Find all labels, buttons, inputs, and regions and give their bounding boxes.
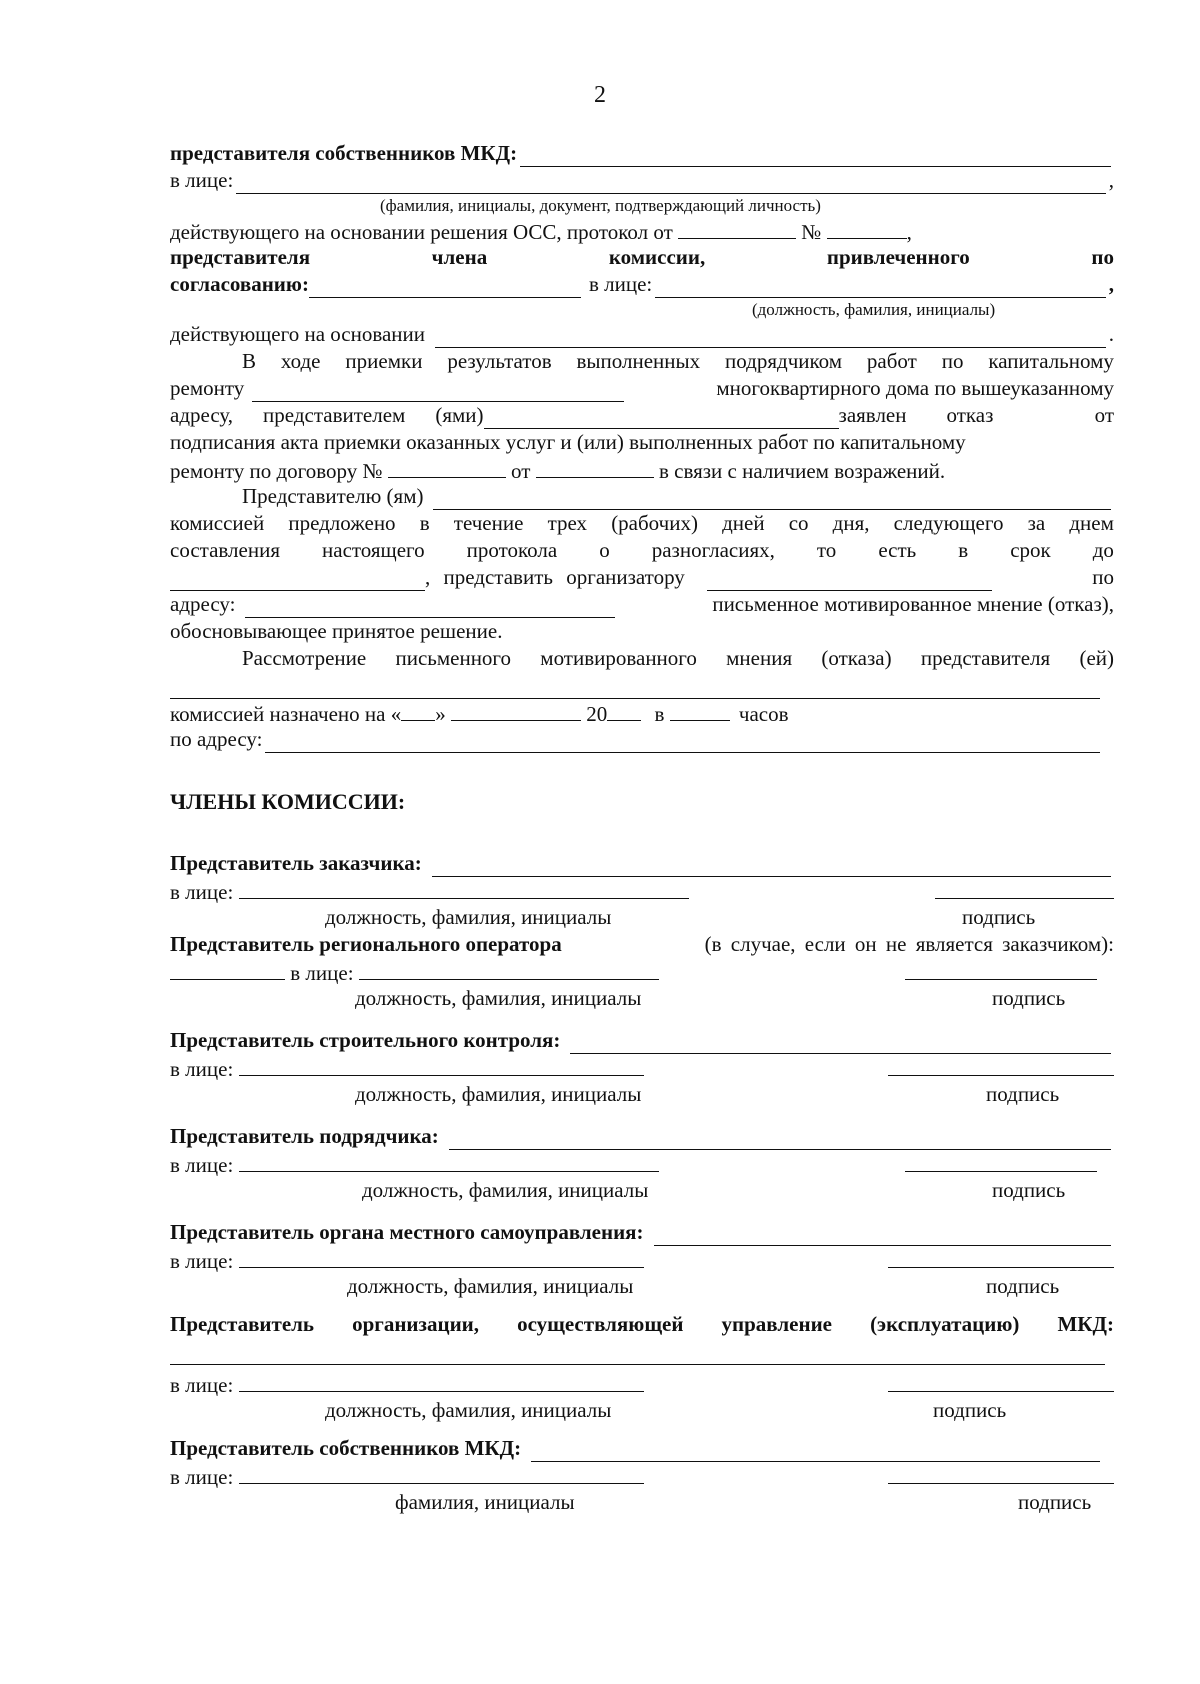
customer-person-blank[interactable] xyxy=(239,877,689,899)
signature-hint: подпись xyxy=(1018,1490,1092,1514)
repair-type-blank[interactable] xyxy=(252,380,624,402)
position-name-hint: должность, фамилия, инициалы xyxy=(355,1082,642,1106)
word: (эксплуатацию) xyxy=(870,1312,1020,1336)
position-name-hint: должность, фамилия, инициалы xyxy=(325,1398,612,1422)
p1-line-5 xyxy=(170,456,1114,483)
owners-commission-label: Представитель собственников МКД: xyxy=(170,1436,522,1460)
word: приемки xyxy=(345,349,423,373)
in-person-label: в лице: xyxy=(588,272,653,296)
owners-representative-line xyxy=(170,140,1114,167)
word: В xyxy=(242,349,257,373)
p2-line-4 xyxy=(170,564,1114,591)
regional-line xyxy=(170,931,1114,958)
owners-label: представителя собственников МКД: xyxy=(170,141,518,165)
basis-text: действующего на основании xyxy=(170,322,426,346)
p1-line-4: подписания акта приемки оказанных услуг и (или) выполненных работ по капитальному xyxy=(170,430,966,454)
text: многоквартирного дома по вышеуказанному xyxy=(716,376,1114,400)
regional-signature-blank[interactable] xyxy=(905,958,1097,980)
p2-line-6: обосновывающее принятое решение. xyxy=(170,619,503,643)
regional-blank[interactable] xyxy=(170,958,285,980)
word: МКД: xyxy=(1057,1312,1114,1336)
hour-blank[interactable] xyxy=(670,699,730,721)
meeting-address-blank[interactable] xyxy=(265,731,1100,753)
owners-commission-line xyxy=(170,1435,1100,1462)
owners-commission-person-line xyxy=(170,1462,1114,1489)
signature-hint: подпись xyxy=(962,905,1036,929)
text: Представителю (ям) xyxy=(242,484,424,508)
contractor-signature-blank[interactable] xyxy=(905,1150,1097,1172)
signature-hint: подпись xyxy=(992,986,1066,1010)
word: ходе xyxy=(280,349,321,373)
protocol-number-blank[interactable] xyxy=(827,217,907,239)
construction-person-line xyxy=(170,1054,1114,1081)
owners-commission-person-blank[interactable] xyxy=(239,1462,644,1484)
contractor-label: Представитель подрядчика: xyxy=(170,1124,439,1148)
regional-note: (в случае, если он не является заказчиком): xyxy=(704,932,1114,956)
local-gov-signature-blank[interactable] xyxy=(888,1246,1114,1268)
representatives-blank[interactable] xyxy=(484,407,839,429)
word: днем xyxy=(1069,511,1114,535)
text: ремонту xyxy=(170,376,245,400)
text: по xyxy=(1092,565,1114,589)
position-name-hint: должность, фамилия, инициалы xyxy=(355,986,642,1010)
word: срок xyxy=(1010,538,1051,562)
p2-line-1 xyxy=(242,483,1114,510)
agreed-member-hint: (должность, фамилия, инициалы) xyxy=(752,300,996,319)
word: комиссии, xyxy=(608,245,706,269)
word: осуществляющей xyxy=(517,1312,684,1336)
owners-blank[interactable] xyxy=(520,145,1111,167)
year-blank[interactable] xyxy=(607,699,641,721)
text: отказ xyxy=(946,403,994,427)
word: результатов xyxy=(447,349,552,373)
construction-blank[interactable] xyxy=(570,1032,1111,1054)
in-person-label: в лице: xyxy=(170,1057,234,1081)
owners-commission-hints xyxy=(170,1489,1114,1516)
comma: , xyxy=(1108,168,1114,192)
management-person-line xyxy=(170,1370,1114,1397)
contractor-blank[interactable] xyxy=(449,1128,1111,1150)
management-line xyxy=(170,1311,1114,1338)
text: ремонту по договору № xyxy=(170,459,383,483)
regional-person-blank[interactable] xyxy=(359,958,659,980)
word: следующего xyxy=(893,511,1004,535)
position-name-hint: должность, фамилия, инициалы xyxy=(347,1274,634,1298)
customer-label: Представитель заказчика: xyxy=(170,851,422,875)
word: комиссией xyxy=(170,511,265,535)
word: в xyxy=(958,538,969,562)
construction-line xyxy=(170,1027,1114,1054)
word: есть xyxy=(878,538,917,562)
text: от xyxy=(1094,403,1114,427)
contractor-person-blank[interactable] xyxy=(239,1150,659,1172)
in-person-label: в лице: xyxy=(170,168,234,192)
management-hints xyxy=(170,1397,1114,1424)
text: комиссией назначено на « xyxy=(170,702,402,726)
word: трех xyxy=(547,511,588,535)
owners-person-blank[interactable] xyxy=(236,172,1105,194)
basis-text: действующего на основании решения ОСС, протокол от xyxy=(170,220,673,244)
word: в xyxy=(419,511,430,535)
local-gov-hints xyxy=(170,1273,1114,1300)
word: со xyxy=(788,511,809,535)
construction-signature-blank[interactable] xyxy=(888,1054,1114,1076)
text: » xyxy=(435,702,446,726)
word: дней xyxy=(722,511,765,535)
text: от xyxy=(511,459,531,483)
construction-person-blank[interactable] xyxy=(239,1054,644,1076)
text: 20 xyxy=(586,702,608,726)
agreed-member-line-2 xyxy=(170,271,1114,298)
word: настоящего xyxy=(322,538,425,562)
word: представителя xyxy=(170,245,311,269)
word: Представитель xyxy=(170,1312,315,1336)
representative-blank[interactable] xyxy=(433,488,1111,510)
word: (рабочих) xyxy=(611,511,698,535)
regional-label: Представитель регионального оператора xyxy=(170,932,562,956)
management-blank[interactable] xyxy=(170,1343,1105,1365)
word: дня, xyxy=(832,511,870,535)
text: (ями) xyxy=(435,403,484,427)
month-blank[interactable] xyxy=(451,699,581,721)
customer-signature-blank[interactable] xyxy=(935,877,1114,899)
word: составления xyxy=(170,538,280,562)
commission-heading: ЧЛЕНЫ КОМИССИИ: xyxy=(170,789,406,814)
organizer-address-blank[interactable] xyxy=(245,596,615,618)
word: организации, xyxy=(352,1312,480,1336)
owners-hint: (фамилия, инициалы, документ, подтверждающий личность) xyxy=(380,196,821,215)
in-person-label: в лице: xyxy=(170,1373,234,1397)
page-number: 2 xyxy=(594,82,606,108)
construction-label: Представитель строительного контроля: xyxy=(170,1028,561,1052)
local-gov-blank[interactable] xyxy=(654,1224,1111,1246)
word: разногласиях, xyxy=(651,538,775,562)
text: часов xyxy=(738,702,789,726)
p1-line-3 xyxy=(170,402,1114,429)
word: протокола xyxy=(466,538,558,562)
p1-line-2 xyxy=(170,375,1114,402)
agreed-member-person-blank[interactable] xyxy=(655,276,1106,298)
word: подрядчиком xyxy=(725,349,843,373)
management-signature-blank[interactable] xyxy=(888,1370,1114,1392)
agreed-member-line xyxy=(170,244,1114,271)
name-hint: фамилия, инициалы xyxy=(395,1490,575,1514)
text: в связи с наличием возражений. xyxy=(658,459,946,483)
text: , представить организатору xyxy=(425,565,685,589)
agreement-label: согласованию: xyxy=(170,272,309,296)
word: предложено xyxy=(288,511,396,535)
p2-line-2 xyxy=(170,510,1114,537)
customer-person-line xyxy=(170,877,1114,904)
text: адресу, xyxy=(170,403,234,427)
management-blank-line xyxy=(170,1338,1105,1365)
in-person-label: в лице: xyxy=(170,880,234,904)
word: по xyxy=(1091,245,1114,269)
word: управление xyxy=(721,1312,832,1336)
p1-line-1 xyxy=(242,348,1114,375)
text: заявлен xyxy=(838,403,907,427)
in-person-label: в лице: xyxy=(170,1153,234,1177)
regional-hints xyxy=(170,985,1114,1012)
word: капитальному xyxy=(988,349,1114,373)
contractor-line xyxy=(170,1123,1114,1150)
word: привлеченного xyxy=(826,245,970,269)
comma: , xyxy=(1108,272,1114,296)
customer-line xyxy=(170,850,1114,877)
signature-hint: подпись xyxy=(986,1274,1060,1298)
contractor-person-line xyxy=(170,1150,1114,1177)
in-person-label: в лице: xyxy=(170,1465,234,1489)
p3-line-2 xyxy=(170,672,1100,699)
agreed-basis-blank[interactable] xyxy=(435,326,1106,348)
local-gov-person-line xyxy=(170,1246,1114,1273)
p2-line-5 xyxy=(170,591,1114,618)
position-name-hint: должность, фамилия, инициалы xyxy=(362,1178,649,1202)
comma: , xyxy=(906,220,912,244)
word: то xyxy=(816,538,837,562)
word: за xyxy=(1027,511,1046,535)
p3-line-1: Рассмотрение письменного мотивированного мнения (отказа) представителя (ей) xyxy=(242,646,1114,670)
word: выполненных xyxy=(576,349,701,373)
dot: . xyxy=(1108,322,1114,346)
signature-hint: подпись xyxy=(992,1178,1066,1202)
contract-number-blank[interactable] xyxy=(388,456,506,478)
text: в xyxy=(654,702,665,726)
position-name-hint: должность, фамилия, инициалы xyxy=(325,905,612,929)
owners-commission-blank[interactable] xyxy=(531,1440,1100,1462)
text: адресу: xyxy=(170,592,236,616)
owners-in-person-line xyxy=(170,167,1114,194)
in-person-label: в лице: xyxy=(170,1249,234,1273)
agreed-basis-line xyxy=(170,321,1114,348)
construction-hints xyxy=(170,1081,1114,1108)
word: до xyxy=(1092,538,1114,562)
deadline-blank[interactable] xyxy=(170,569,425,591)
customer-hints xyxy=(170,904,1114,931)
representatives-names-blank[interactable] xyxy=(170,677,1100,699)
word: течение xyxy=(453,511,524,535)
management-person-blank[interactable] xyxy=(239,1370,644,1392)
owners-basis-line xyxy=(170,217,1114,244)
day-blank[interactable] xyxy=(401,699,435,721)
regional-person-line xyxy=(170,958,1114,985)
text: письменное мотивированное мнение (отказ), xyxy=(712,592,1114,616)
text: представителем xyxy=(263,403,406,427)
contractor-hints xyxy=(170,1177,1114,1204)
signature-hint: подпись xyxy=(933,1398,1007,1422)
word: члена xyxy=(431,245,488,269)
text: по адресу: xyxy=(170,727,263,751)
agreed-member-blank[interactable] xyxy=(309,276,581,298)
p2-line-3 xyxy=(170,537,1114,564)
number-sign: № xyxy=(801,220,822,244)
word: работ xyxy=(866,349,917,373)
signature-hint: подпись xyxy=(986,1082,1060,1106)
p3-line-3 xyxy=(170,699,1114,726)
word: по xyxy=(941,349,964,373)
owners-commission-signature-blank[interactable] xyxy=(888,1462,1114,1484)
word: о xyxy=(599,538,610,562)
protocol-date-blank[interactable] xyxy=(678,217,796,239)
local-gov-label: Представитель органа местного самоуправления: xyxy=(170,1220,644,1244)
local-gov-person-blank[interactable] xyxy=(239,1246,644,1268)
contract-date-blank[interactable] xyxy=(536,456,654,478)
organizer-blank[interactable] xyxy=(707,569,992,591)
in-person-label: в лице: xyxy=(290,961,354,985)
customer-blank[interactable] xyxy=(432,855,1111,877)
p3-line-4 xyxy=(170,726,1100,753)
local-gov-line xyxy=(170,1219,1114,1246)
